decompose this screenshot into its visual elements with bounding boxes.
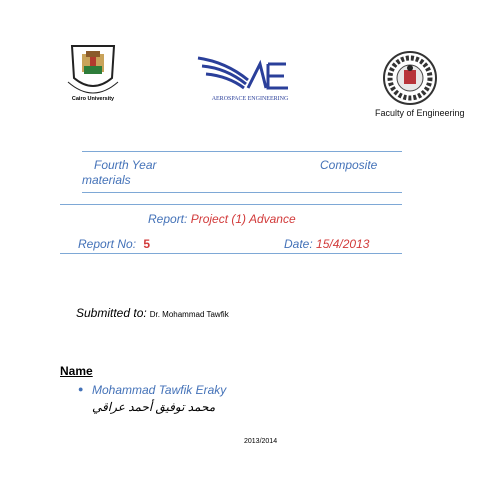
bullet-icon: ● <box>78 384 84 394</box>
cairo-logo-text: Cairo University <box>71 96 115 102</box>
cairo-university-logo <box>64 42 122 104</box>
report-number: 5 <box>143 237 151 251</box>
report-title: Project (1) Advance <box>190 212 296 226</box>
report-date: 15/4/2013 <box>316 237 370 251</box>
report-number-line <box>78 237 150 251</box>
rule-report-top <box>60 204 402 205</box>
aero-logo-text: AEROSPACE ENGINEERING <box>211 96 289 102</box>
report-number-label: Report No: <box>78 237 137 251</box>
faculty-label: Faculty of Engineering <box>375 108 465 118</box>
submitted-label: Submitted to: <box>76 306 147 320</box>
report-date-line <box>284 237 369 251</box>
report-date-label: Date: <box>284 237 313 251</box>
academic-year: 2013/2014 <box>244 438 278 445</box>
course-subject: Composite <box>320 158 378 172</box>
aerospace-engineering-logo <box>196 54 304 102</box>
submitted-line <box>76 306 229 320</box>
rule-top <box>82 151 402 152</box>
submitted-to: Dr. Mohammad Tawfik <box>149 310 229 319</box>
report-label: Report: <box>148 212 188 226</box>
faculty-of-engineering-logo <box>380 50 440 106</box>
rule-report-bottom <box>60 253 402 254</box>
author-name-ar: محمد توفيق أحمد عراقي <box>92 400 216 414</box>
rule-course-bottom <box>82 192 402 193</box>
course-subject-cont: materials <box>82 173 131 187</box>
name-heading: Name <box>60 364 93 378</box>
report-title-line <box>148 212 296 226</box>
course-year: Fourth Year <box>94 158 157 172</box>
author-name-en: Mohammad Tawfik Eraky <box>92 383 227 397</box>
